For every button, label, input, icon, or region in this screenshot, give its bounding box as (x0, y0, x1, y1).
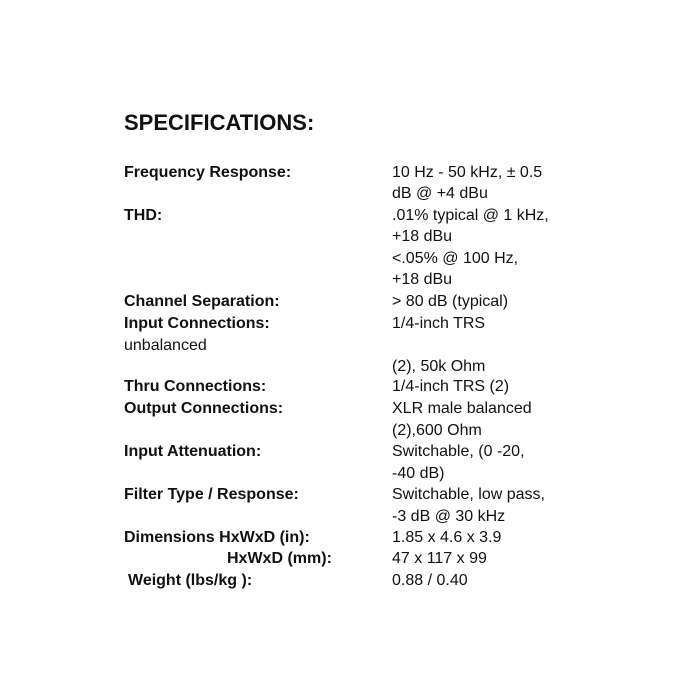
spec-label-weight: Weight (lbs/kg ): (128, 572, 253, 589)
spec-value-weight: 0.88 / 0.40 (392, 572, 468, 589)
spec-value-thru-connections: 1/4-inch TRS (2) (392, 378, 510, 395)
spec-value-input-connections-line-2: (2), 50k Ohm (392, 358, 486, 375)
spec-value-thd-line-4: +18 dBu (392, 271, 453, 288)
page-title: SPECIFICATIONS: (124, 110, 315, 135)
spec-label-input-connections: Input Connections: (124, 315, 270, 332)
spec-value-input-connections-line-1: 1/4-inch TRS (392, 315, 486, 332)
spec-label-input-attenuation: Input Attenuation: (124, 443, 262, 460)
spec-label-channel-separation: Channel Separation: (124, 293, 280, 310)
spec-label-filter-type: Filter Type / Response: (124, 486, 299, 503)
spec-label-frequency-response: Frequency Response: (124, 164, 292, 181)
spec-label-thru-connections: Thru Connections: (124, 378, 267, 395)
spec-value-thd-line-2: +18 dBu (392, 228, 453, 245)
spec-label-dimensions-mm: HxWxD (mm): (227, 550, 332, 567)
spec-value-output-connections-line-1: XLR male balanced (392, 400, 532, 417)
spec-value-thd-line-3: <.05% @ 100 Hz, (392, 250, 519, 267)
spec-value-filter-type-line-2: -3 dB @ 30 kHz (392, 508, 506, 525)
spec-value-input-attenuation-line-1: Switchable, (0 -20, (392, 443, 525, 460)
spec-value-channel-separation: > 80 dB (typical) (392, 293, 509, 310)
spec-value-thd-line-1: .01% typical @ 1 kHz, (392, 207, 549, 224)
spec-value-dimensions-in: 1.85 x 4.6 x 3.9 (392, 529, 502, 546)
spec-label-output-connections: Output Connections: (124, 400, 284, 417)
spec-value-frequency-response-line-1: 10 Hz - 50 kHz, ± 0.5 (392, 164, 543, 181)
spec-value-dimensions-mm: 47 x 117 x 99 (392, 550, 487, 567)
spec-label-input-connections-continuation: unbalanced (124, 337, 207, 354)
spec-value-input-attenuation-line-2: -40 dB) (392, 465, 445, 482)
spec-value-output-connections-line-2: (2),600 Ohm (392, 422, 482, 439)
spec-value-frequency-response-line-2: dB @ +4 dBu (392, 185, 488, 202)
spec-value-filter-type-line-1: Switchable, low pass, (392, 486, 545, 503)
spec-label-dimensions-in: Dimensions HxWxD (in): (124, 529, 310, 546)
spec-label-thd: THD: (124, 207, 163, 224)
